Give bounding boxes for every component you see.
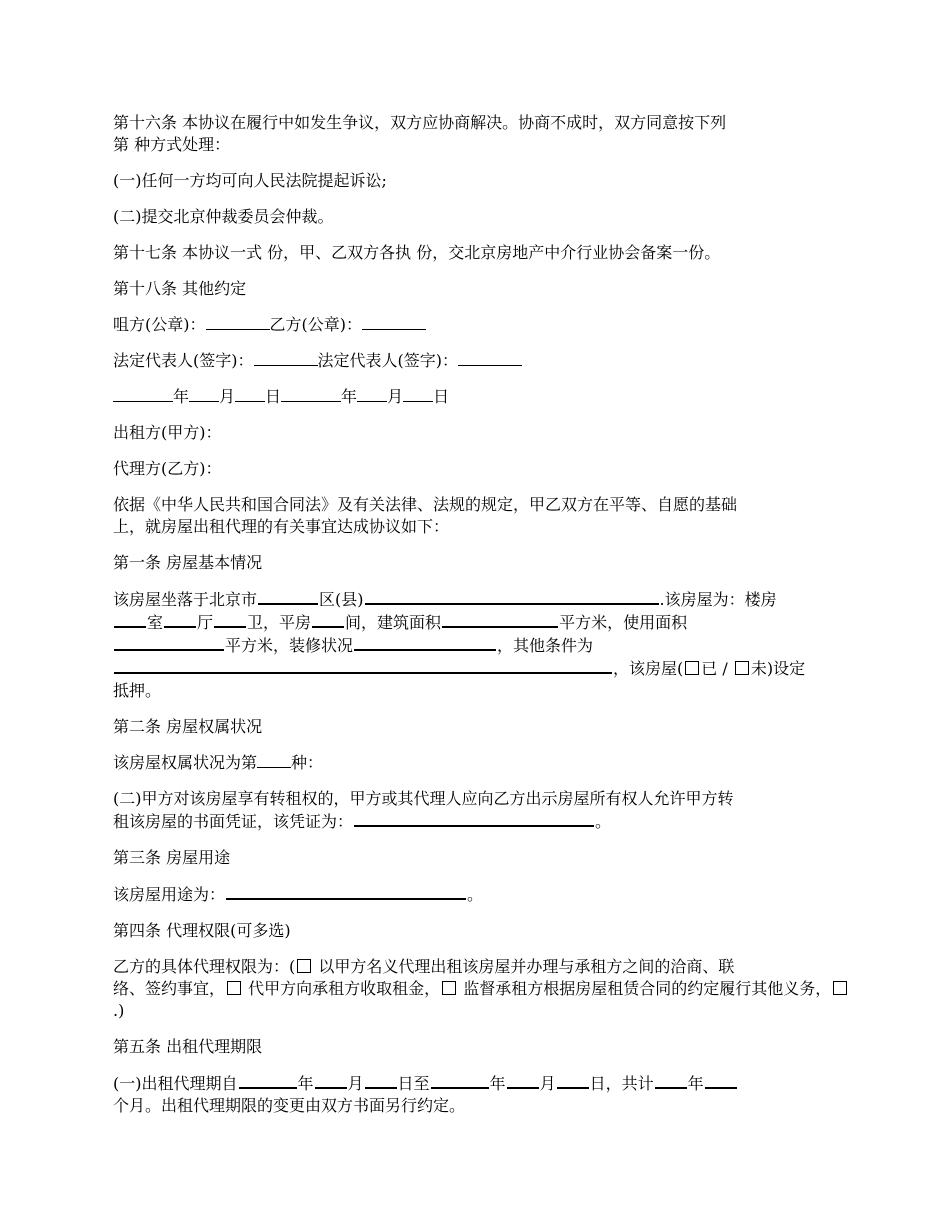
year-label: 年 — [341, 387, 358, 406]
article-1-body — [113, 588, 950, 702]
text: 代甲方向承租方收取租金， — [243, 979, 441, 998]
text: 未)设定 — [750, 659, 806, 678]
text: 该房屋用途为： — [113, 885, 226, 904]
checkbox-lease-in-name[interactable] — [297, 959, 311, 973]
article-18-title: 第十八条 其他约定 — [113, 279, 247, 298]
rep-a-label: 法定代表人(签字)： — [113, 351, 254, 370]
month-label: 月 — [219, 387, 236, 406]
article-3-usage — [113, 883, 950, 906]
text: 平方米，使用面积 — [559, 613, 688, 632]
text: 种： — [291, 753, 324, 772]
article-1-line-4 — [113, 657, 950, 680]
article-4-line-1 — [113, 956, 950, 978]
status-type-blank — [257, 752, 291, 768]
city-blank — [258, 588, 318, 605]
text: 日，共计 — [589, 1074, 654, 1093]
day-label: 日 — [265, 387, 282, 406]
halls-blank — [164, 611, 196, 628]
article-2-title: 第二条 房屋权属状况 — [113, 717, 263, 736]
article-16-line-2: 第 种方式处理： — [113, 135, 231, 154]
text: 平方米，装修状况 — [225, 636, 354, 655]
day-blank-a — [235, 386, 265, 402]
text: 年 — [489, 1074, 506, 1093]
usage-blank — [226, 883, 466, 900]
article-5-title: 第五条 出租代理期限 — [113, 1037, 263, 1056]
start-day-blank — [365, 1072, 397, 1089]
article-2-line-1: (二)甲方对该房屋享有转租权的，甲方或其代理人应向乙方出示房屋所有权人允许甲方转 — [113, 789, 734, 808]
end-day-blank — [557, 1072, 589, 1089]
party-b-seal-label: 乙方(公章)： — [269, 315, 362, 334]
date-line — [113, 386, 950, 408]
text: 租该房屋的书面凭证，该凭证为： — [113, 812, 354, 831]
document-page — [113, 112, 950, 1131]
total-years-blank — [655, 1072, 687, 1089]
article-1-title: 第一条 房屋基本情况 — [113, 553, 263, 572]
article-5-line-1 — [113, 1072, 950, 1095]
start-month-blank — [315, 1072, 347, 1089]
text: 乙方的具体代理权限为：( — [113, 957, 296, 976]
text: ，其他条件为 — [497, 636, 594, 655]
rep-a-blank — [254, 350, 318, 366]
certificate-blank — [354, 810, 594, 827]
checkbox-collect-rent[interactable] — [227, 981, 241, 995]
intro-line-2: 上，就房屋出租代理的有关事宜达成协议如下： — [113, 517, 450, 536]
day-label: 日 — [433, 387, 450, 406]
text: 月 — [539, 1074, 556, 1093]
address-blank — [365, 588, 659, 605]
party-b-seal-blank — [362, 314, 426, 330]
intro-line-1: 依据《中华人民共和国合同法》及有关法律、法规的规定，甲乙双方在平等、自愿的基础 — [113, 495, 738, 514]
article-4-line-2 — [113, 978, 950, 1000]
start-year-blank — [239, 1072, 297, 1089]
lessor-line: 出租方(甲方)： — [113, 423, 222, 442]
text: 年 — [687, 1074, 704, 1093]
bungalow-blank — [312, 611, 344, 628]
text: 。 — [467, 885, 484, 904]
article-1-line-5: 抵押。 — [113, 681, 162, 700]
text: (一)出租代理期自 — [113, 1074, 238, 1093]
intro-paragraph — [113, 494, 950, 538]
end-year-blank — [431, 1072, 489, 1089]
total-months-blank — [705, 1072, 737, 1089]
article-5-body — [113, 1072, 950, 1117]
article-3-title: 第三条 房屋用途 — [113, 848, 231, 867]
baths-blank — [214, 611, 246, 628]
article-1-line-3 — [113, 634, 950, 657]
text: 监督承租方根据房屋租赁合同的约定履行其他义务， — [458, 979, 832, 998]
party-a-seal-label: 咀方(公章)： — [113, 315, 206, 334]
text: 该房屋权属状况为第 — [113, 753, 258, 772]
year-blank-a — [113, 386, 173, 402]
year-label: 年 — [173, 387, 190, 406]
article-5-line-2: 个月。出租代理期限的变更由双方书面另行约定。 — [113, 1096, 466, 1115]
text: 间，建筑面积 — [345, 613, 442, 632]
day-blank-b — [403, 386, 433, 402]
checkbox-supervise-tenant[interactable] — [442, 981, 456, 995]
year-blank-b — [281, 386, 341, 402]
text: 厅 — [197, 613, 214, 632]
party-a-seal-blank — [206, 314, 270, 330]
rep-b-blank — [458, 350, 522, 366]
text: 日至 — [397, 1074, 430, 1093]
end-month-blank — [507, 1072, 539, 1089]
option-arbitration: (二)提交北京仲裁委员会仲裁。 — [113, 207, 334, 226]
seal-line — [113, 314, 950, 336]
article-4-title: 第四条 代理权限(可多选) — [113, 921, 291, 940]
text: 已 / — [701, 659, 733, 678]
text: 络、签约事宜， — [113, 979, 226, 998]
month-label: 月 — [387, 387, 404, 406]
text: 室 — [147, 613, 164, 632]
text: ，该房屋( — [613, 659, 684, 678]
text: 年 — [297, 1074, 314, 1093]
checkbox-not-mortgaged[interactable] — [735, 661, 749, 675]
usable-area-blank — [114, 634, 224, 651]
option-litigation: (一)任何一方均可向人民法院提起诉讼; — [113, 171, 387, 190]
article-4-line-3: .) — [113, 1001, 125, 1020]
article-16 — [113, 112, 950, 156]
article-1-line-2 — [113, 611, 950, 634]
text: 。 — [595, 812, 612, 831]
month-blank-b — [357, 386, 387, 402]
agent-line: 代理方(乙方)： — [113, 459, 222, 478]
month-blank-a — [189, 386, 219, 402]
text: .该房屋为：楼房 — [659, 590, 777, 609]
checkbox-other[interactable] — [833, 981, 847, 995]
decoration-blank — [354, 634, 496, 651]
article-2-status — [113, 752, 950, 774]
representative-line — [113, 350, 950, 372]
article-4-body — [113, 956, 950, 1022]
article-17: 第十七条 本协议一式 份，甲、乙双方各执 份，交北京房地产中介行业协会备案一份。 — [113, 243, 721, 262]
text: 该房屋坐落于北京市 — [113, 590, 258, 609]
article-1-line-1 — [113, 588, 950, 611]
article-16-line-1: 第十六条 本协议在履行中如发生争议，双方应协商解决。协商不成时，双方同意按下列 — [113, 113, 727, 132]
article-2-line-2 — [113, 810, 950, 833]
checkbox-mortgaged[interactable] — [685, 661, 699, 675]
text: 以甲方名义代理出租该房屋并办理与承租方之间的洽商、联 — [313, 957, 735, 976]
building-area-blank — [442, 611, 558, 628]
other-conditions-blank — [114, 657, 612, 674]
text: 卫，平房 — [247, 613, 312, 632]
rep-b-label: 法定代表人(签字)： — [317, 351, 458, 370]
text: 月 — [347, 1074, 364, 1093]
text: 区(县) — [319, 590, 364, 609]
rooms-blank — [114, 611, 146, 628]
article-2-sublease — [113, 788, 950, 833]
